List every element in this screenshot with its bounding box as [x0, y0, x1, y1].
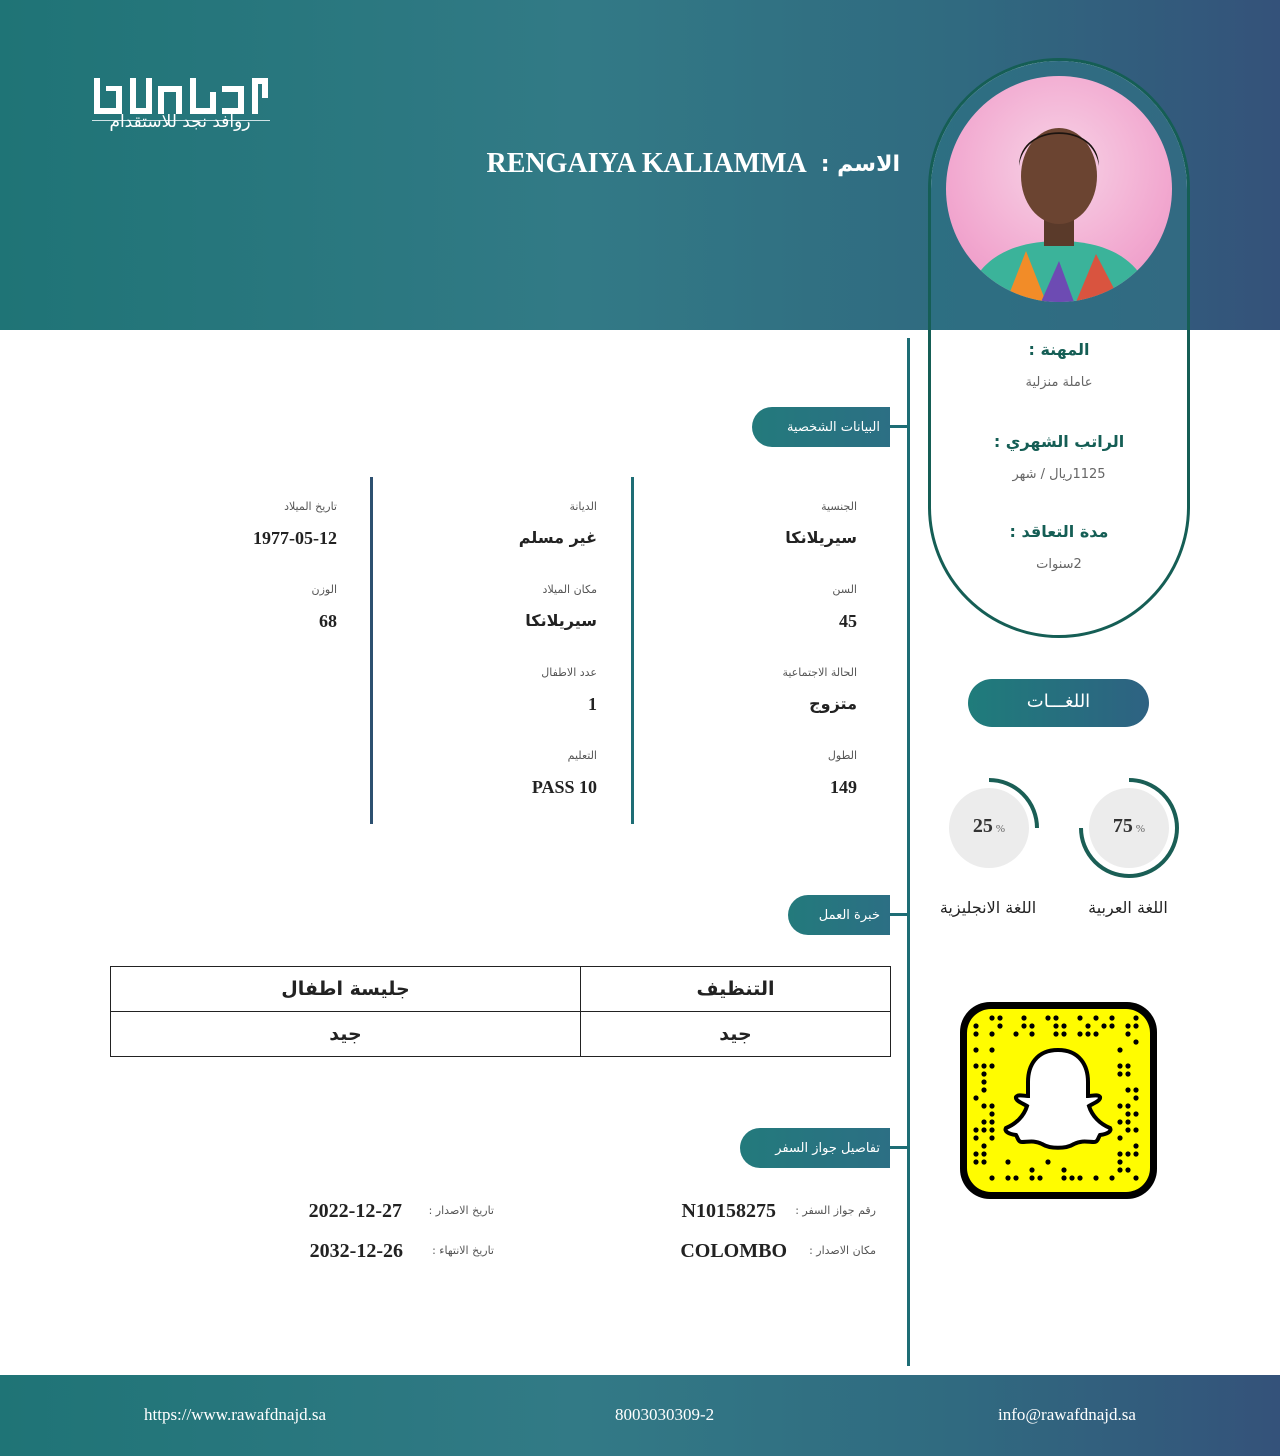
snapcode-dot	[989, 1135, 994, 1140]
snapcode-dot	[989, 1103, 994, 1108]
expiry-date-value: 2032-12-26	[309, 1240, 403, 1262]
snapcode-dot	[1117, 1151, 1122, 1156]
snapcode-dot	[1021, 1015, 1026, 1020]
person-icon	[946, 76, 1172, 302]
table-cell: جيد	[111, 1012, 581, 1057]
footer-phone[interactable]: 8003030309-2	[615, 1405, 715, 1424]
snapcode-dot	[1117, 1135, 1122, 1140]
salary-label: الراتب الشهري :	[993, 432, 1125, 451]
snapcode-dot	[1117, 1167, 1122, 1172]
logo-text: روافد نجد للاستقدام	[109, 112, 251, 132]
languages-title: اللغـــات	[968, 679, 1149, 727]
snapcode-dot	[981, 1159, 986, 1164]
arabic-language-name: اللغة العربية	[1088, 898, 1168, 917]
section-personal: البيانات الشخصية	[752, 407, 890, 447]
snapcode-dot	[1061, 1175, 1066, 1180]
arabic-percent	[1089, 815, 1169, 838]
snapcode-dot	[1133, 1039, 1138, 1044]
snapcode-dot	[1109, 1015, 1114, 1020]
table-cell: جيد	[581, 1012, 891, 1057]
children-label: عدد الاطفال	[541, 666, 597, 679]
snapcode-dot	[1133, 1095, 1138, 1100]
snapcode-dot	[1125, 1087, 1130, 1092]
snapcode-dot	[973, 1135, 978, 1140]
snapcode-dot	[981, 1103, 986, 1108]
snapcode-dot	[997, 1015, 1002, 1020]
weight-value: 68	[319, 611, 337, 631]
name-label: الاسم :	[820, 151, 900, 177]
arabic-percent-value: 75	[1112, 815, 1133, 837]
height-value: 149	[830, 777, 857, 797]
snapcode-dot	[1133, 1151, 1138, 1156]
experience-table	[110, 966, 891, 1057]
salary-value: 1125ريال / شهر	[1012, 467, 1106, 482]
snapcode-dot	[1117, 1119, 1122, 1124]
snapcode-dot	[1117, 1103, 1122, 1108]
snapcode-dot	[1069, 1175, 1074, 1180]
snapcode-dot	[1053, 1023, 1058, 1028]
snapcode-dot	[981, 1071, 986, 1076]
snapcode-dot	[1133, 1023, 1138, 1028]
snapcode-dot	[1037, 1175, 1042, 1180]
snapcode-dot	[989, 1127, 994, 1132]
tab-connector	[890, 425, 908, 428]
snapcode-icon[interactable]	[958, 1000, 1159, 1201]
snapcode-dot	[1005, 1175, 1010, 1180]
snapcode-dot	[1029, 1031, 1034, 1036]
snapcode-dot	[973, 1031, 978, 1036]
expiry-date-label: تاريخ الانتهاء :	[432, 1244, 494, 1257]
snapcode-dot	[981, 1143, 986, 1148]
snapcode-dot	[1117, 1063, 1122, 1068]
snapcode-dot	[1133, 1111, 1138, 1116]
snapcode-dot	[989, 1063, 994, 1068]
snapcode-dot	[1077, 1015, 1082, 1020]
snapcode-dot	[1045, 1159, 1050, 1164]
percent-sign: %	[995, 823, 1006, 835]
snapcode-dot	[1029, 1175, 1034, 1180]
snapcode-dot	[1093, 1175, 1098, 1180]
issue-date-value: 2022-12-27	[308, 1200, 402, 1222]
snapcode-dot	[973, 1063, 978, 1068]
snapcode-dot	[1133, 1015, 1138, 1020]
snapcode-dot	[1125, 1167, 1130, 1172]
snapcode-dot	[1109, 1023, 1114, 1028]
snapcode-dot	[1125, 1063, 1130, 1068]
profile-photo	[946, 76, 1172, 302]
footer	[0, 1375, 1280, 1456]
snapcode-dot	[1117, 1159, 1122, 1164]
tab-connector	[890, 1146, 908, 1149]
issue-date-label: تاريخ الاصدار :	[428, 1204, 494, 1217]
snapcode-dot	[1085, 1023, 1090, 1028]
snapcode-dot	[1061, 1031, 1066, 1036]
tab-connector	[890, 913, 908, 916]
birthdate-value: 1977-05-12	[253, 528, 337, 548]
snapcode-dot	[973, 1151, 978, 1156]
snapcode-dot	[989, 1111, 994, 1116]
snapcode-dot	[1117, 1071, 1122, 1076]
snapcode-dot	[973, 1127, 978, 1132]
issue-place-label: مكان الاصدار :	[809, 1244, 876, 1257]
snapcode-dot	[989, 1015, 994, 1020]
snapcode-dot	[973, 1023, 978, 1028]
religion-value: غير مسلم	[518, 528, 597, 547]
contract-label: مدة التعاقد :	[1009, 522, 1109, 541]
snapcode-dot	[1093, 1015, 1098, 1020]
snapcode-dot	[1125, 1119, 1130, 1124]
snapcode-dot	[1029, 1167, 1034, 1172]
snapcode-dot	[989, 1175, 994, 1180]
snapcode-dot	[989, 1031, 994, 1036]
name-row	[487, 148, 901, 180]
snapcode-dot	[1077, 1031, 1082, 1036]
column-divider	[370, 477, 373, 824]
english-language-name: اللغة الانجليزية	[939, 898, 1037, 917]
snapcode-dot	[1117, 1047, 1122, 1052]
english-percent-value: 25	[972, 815, 993, 837]
snapcode-dot	[1021, 1023, 1026, 1028]
table-header-cell: جليسة اطفال	[111, 967, 581, 1012]
education-value: PASS 10	[531, 777, 597, 797]
section-passport: تفاصيل جواز السفر	[740, 1128, 890, 1168]
age-value: 45	[839, 611, 857, 631]
table-row	[111, 1012, 891, 1057]
birthplace-label: مكان الميلاد	[542, 583, 597, 596]
snapcode-dot	[1093, 1031, 1098, 1036]
snapcode-dot	[1125, 1151, 1130, 1156]
snapcode-dot	[981, 1151, 986, 1156]
footer-email[interactable]: info@rawafdnajd.sa	[998, 1405, 1136, 1424]
percent-sign: %	[1135, 823, 1146, 835]
snapcode-dot	[1053, 1015, 1058, 1020]
snapcode-dot	[1125, 1127, 1130, 1132]
snapcode-dot	[981, 1079, 986, 1084]
snapcode-dot	[1109, 1175, 1114, 1180]
snapcode-dot	[1101, 1023, 1106, 1028]
children-value: 1	[588, 694, 597, 714]
snapcode-dot	[973, 1095, 978, 1100]
snapcode-dot	[1013, 1031, 1018, 1036]
snapcode-dot	[1005, 1159, 1010, 1164]
nationality-value: سيريلانكا	[785, 528, 857, 547]
snapcode-dot	[1125, 1071, 1130, 1076]
snapcode-dot	[981, 1127, 986, 1132]
snapcode-dot	[1133, 1175, 1138, 1180]
timeline-line	[907, 338, 910, 1366]
snapcode-dot	[1133, 1087, 1138, 1092]
education-label: التعليم	[567, 749, 597, 762]
passport-number-label: رقم جواز السفر :	[795, 1204, 876, 1217]
snapcode-dot	[1061, 1023, 1066, 1028]
name-value: RENGAIYA KALIAMMA	[486, 148, 807, 179]
snapcode-dot	[1125, 1111, 1130, 1116]
snapcode-dot	[989, 1047, 994, 1052]
english-percent	[949, 815, 1029, 838]
profession-value: عاملة منزلية	[1025, 375, 1093, 390]
table-row	[111, 967, 891, 1012]
weight-label: الوزن	[311, 583, 337, 596]
snapcode-dot	[1125, 1031, 1130, 1036]
snapcode-dot	[973, 1047, 978, 1052]
contract-value: 2سنوات	[1036, 557, 1082, 572]
snapcode-dot	[1125, 1023, 1130, 1028]
table-header-cell: التنظيف	[581, 967, 891, 1012]
snapcode-dot	[1077, 1175, 1082, 1180]
issue-place-value: COLOMBO	[680, 1240, 787, 1262]
religion-label: الديانة	[569, 500, 597, 513]
column-divider	[631, 477, 634, 824]
snapcode-dot	[1013, 1175, 1018, 1180]
age-label: السن	[832, 583, 857, 596]
birthplace-value: سيريلانكا	[525, 611, 597, 630]
snapcode-dot	[1053, 1031, 1058, 1036]
snapcode-dot	[1133, 1143, 1138, 1148]
snapcode-dot	[989, 1119, 994, 1124]
snapcode-dot	[981, 1087, 986, 1092]
snapcode-dot	[1029, 1023, 1034, 1028]
passport-number-value: N10158275	[681, 1200, 776, 1222]
profession-label: المهنة :	[1028, 340, 1090, 359]
snapcode-dot	[981, 1119, 986, 1124]
nationality-label: الجنسية	[821, 500, 857, 513]
height-label: الطول	[827, 749, 857, 762]
section-experience: خبرة العمل	[788, 895, 890, 935]
footer-website[interactable]: https://www.rawafdnajd.sa	[144, 1405, 327, 1424]
birthdate-label: تاريخ الميلاد	[284, 500, 337, 513]
snapcode-dot	[973, 1159, 978, 1164]
marital-status-value: متزوج	[809, 694, 857, 713]
snapcode-dot	[1085, 1031, 1090, 1036]
snapcode-dot	[1045, 1015, 1050, 1020]
snapcode-dot	[981, 1063, 986, 1068]
snapcode-dot	[1061, 1167, 1066, 1172]
snapcode-dot	[1133, 1127, 1138, 1132]
snapcode-dot	[997, 1023, 1002, 1028]
snapcode-dot	[1125, 1103, 1130, 1108]
marital-status-label: الحالة الاجتماعية	[782, 666, 857, 679]
